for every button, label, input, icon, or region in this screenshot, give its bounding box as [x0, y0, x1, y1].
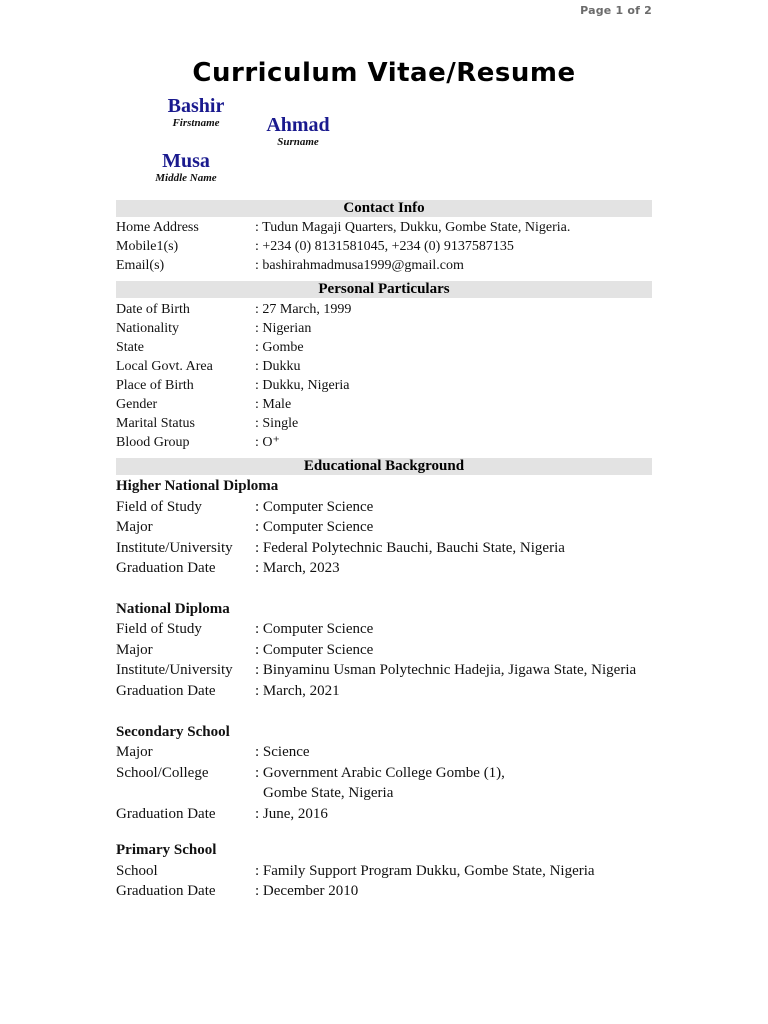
row-label: Home Address: [116, 220, 199, 235]
row-value: : bashirahmadmusa1999@gmail.com: [255, 258, 464, 273]
row-label: Nationality: [116, 321, 179, 336]
row-value: : Nigerian: [255, 321, 312, 336]
firstname-value: Bashir: [167, 95, 225, 117]
surname-value: Ahmad: [266, 114, 330, 136]
row-value: : Science: [255, 744, 310, 760]
row-value: : O⁺: [255, 435, 280, 450]
row-label: Blood Group: [116, 435, 190, 450]
row-label: Major: [116, 519, 153, 535]
hnd-heading: Higher National Diploma: [116, 478, 279, 494]
row-value: : 27 March, 1999: [255, 302, 352, 317]
row-value: : Gombe: [255, 340, 304, 355]
row-value: : June, 2016: [255, 806, 328, 822]
surname-block: [258, 114, 338, 149]
section-heading-personal: Personal Particulars: [116, 281, 652, 298]
row-label: State: [116, 340, 144, 355]
row-label: Major: [116, 642, 153, 658]
row-label: Graduation Date: [116, 560, 216, 576]
page-number: Page 1 of 2: [580, 4, 652, 17]
document-title: Curriculum Vitae/Resume: [192, 58, 576, 88]
row-label: School: [116, 863, 158, 879]
row-value: : Federal Polytechnic Bauchi, Bauchi State, Nigeria: [255, 540, 565, 556]
row-value: : December 2010: [255, 883, 359, 899]
row-value: : Computer Science: [255, 519, 374, 535]
row-value: : March, 2021: [255, 683, 340, 699]
row-value: : Dukku, Nigeria: [255, 378, 350, 393]
secondary-heading: Secondary School: [116, 724, 230, 740]
middle-name-label: Middle Name: [155, 172, 217, 184]
row-value: : Binyaminu Usman Polytechnic Hadejia, Jigawa State, Nigeria: [255, 662, 637, 678]
row-label: Field of Study: [116, 621, 202, 637]
row-value: : Tudun Magaji Quarters, Dukku, Gombe State, Nigeria.: [255, 220, 571, 235]
section-heading-education: Educational Background: [116, 458, 652, 475]
row-label: Graduation Date: [116, 683, 216, 699]
middle-name-block: [146, 150, 226, 185]
row-value: : +234 (0) 8131581045, +234 (0) 9137587135: [255, 239, 514, 254]
row-value: : Single: [255, 416, 299, 431]
firstname-label: Firstname: [172, 117, 220, 129]
row-label: Date of Birth: [116, 302, 190, 317]
row-label: Institute/University: [116, 662, 233, 678]
row-label: Graduation Date: [116, 806, 216, 822]
row-value: : Computer Science: [255, 642, 374, 658]
row-value-continuation: Gombe State, Nigeria: [263, 785, 394, 801]
row-label: Graduation Date: [116, 883, 216, 899]
row-value: : Computer Science: [255, 621, 374, 637]
row-label: Institute/University: [116, 540, 233, 556]
row-value: : Dukku: [255, 359, 301, 374]
row-value: : Government Arabic College Gombe (1),: [255, 765, 505, 781]
middle-name-value: Musa: [162, 150, 210, 172]
firstname-block: [156, 95, 236, 130]
row-label: Field of Study: [116, 499, 202, 515]
nd-heading: National Diploma: [116, 601, 230, 617]
row-value: : March, 2023: [255, 560, 340, 576]
row-label: Major: [116, 744, 153, 760]
row-label: School/College: [116, 765, 209, 781]
row-label: Place of Birth: [116, 378, 194, 393]
row-value: : Computer Science: [255, 499, 374, 515]
row-label: Email(s): [116, 258, 165, 273]
row-label: Marital Status: [116, 416, 195, 431]
primary-heading: Primary School: [116, 842, 217, 858]
section-heading-contact: Contact Info: [116, 200, 652, 217]
row-label: Local Govt. Area: [116, 359, 213, 374]
row-label: Mobile1(s): [116, 239, 179, 254]
row-value: : Family Support Program Dukku, Gombe State, Nigeria: [255, 863, 595, 879]
row-label: Gender: [116, 397, 158, 412]
surname-label: Surname: [277, 136, 319, 148]
row-value: : Male: [255, 397, 292, 412]
